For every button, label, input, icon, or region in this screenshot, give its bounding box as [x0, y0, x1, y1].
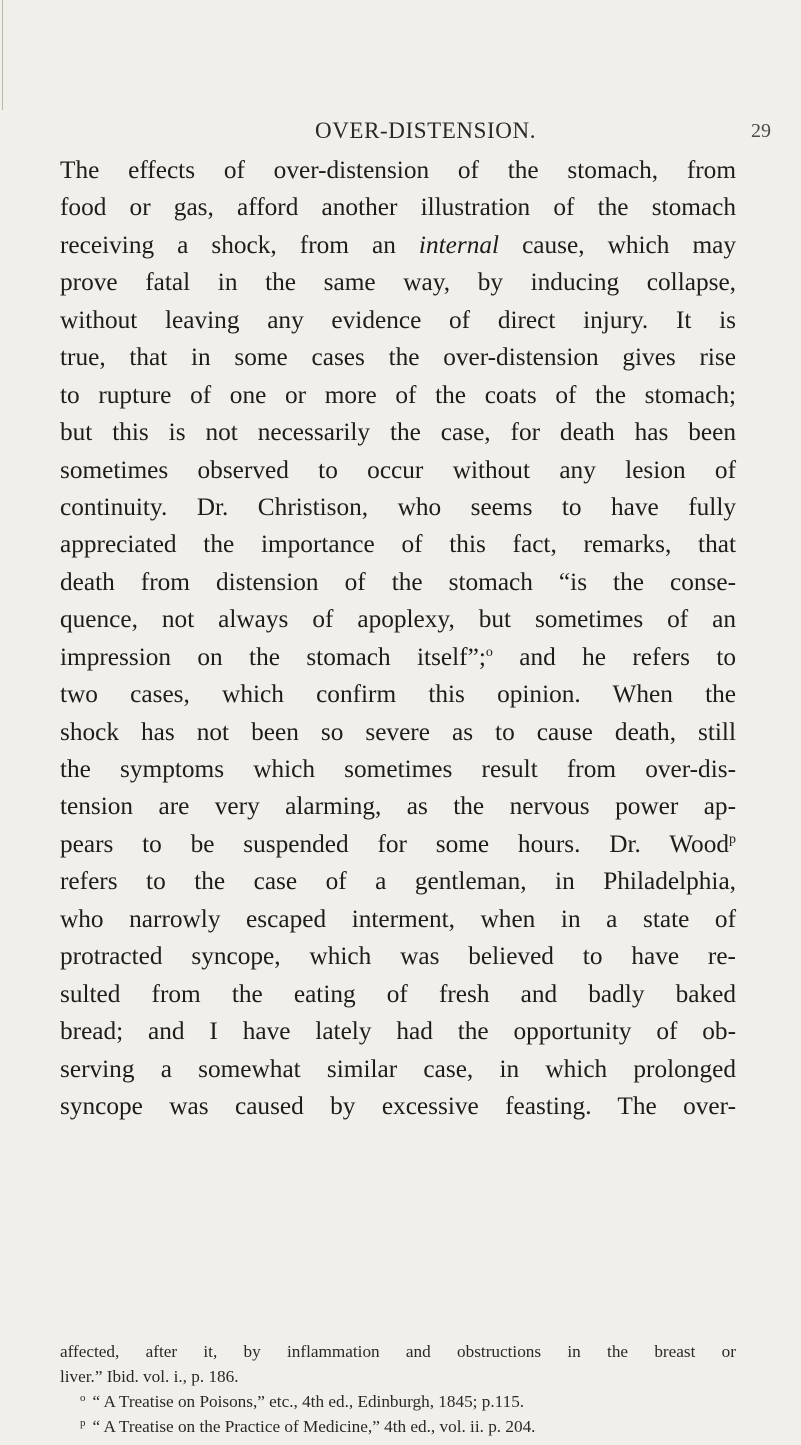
text-line: who narrowly escaped interment, when in a state of [60, 904, 736, 933]
text-line [60, 227, 736, 264]
text-line: The effects of over-distension of the stomach, from [60, 156, 736, 184]
text-line: tension are very alarming, as the nervous power ap- [60, 792, 736, 821]
text-line: to rupture of one or more of the coats of the stomach; [60, 380, 736, 409]
text-line: true, that in some cases the over-distension gives rise [60, 343, 736, 372]
text-line: death from distension of the stomach “is the conse- [60, 567, 736, 596]
text-line: quence, not always of apoplexy, but sometimes of an [60, 605, 736, 634]
text-line [60, 826, 736, 863]
footnote-ref-o: o [485, 644, 493, 660]
footnote-continued: affected, after it, by inflammation and obstructions in the breast or [60, 1342, 736, 1361]
text-line: the symptoms which sometimes result from over-dis- [60, 755, 736, 783]
running-head [0, 118, 801, 148]
footnotes [60, 1339, 736, 1439]
text-line: bread; and I have lately had the opportunity of ob- [60, 1017, 736, 1046]
text-line: prove fatal in the same way, by inducing collapse, [60, 268, 736, 297]
text-line: serving a somewhat similar case, in which prolonged [60, 1054, 736, 1083]
text-fragment: cause, which may [522, 230, 737, 259]
text-line: protracted syncope, which was believed to have re- [60, 942, 736, 971]
text-line: food or gas, afford another illustration of the stomach [60, 193, 736, 222]
footnote-o [60, 1389, 736, 1414]
text-line: sulted from the eating of fresh and badly baked [60, 979, 736, 1008]
running-head-title: OVER-DISTENSION. [315, 118, 537, 143]
text-fragment: receiving a shock, from an [60, 230, 396, 259]
text-line: without leaving any evidence of direct injury. It is [60, 305, 736, 334]
italic-emphasis: internal [418, 230, 500, 259]
text-line: refers to the case of a gentleman, in Philadelphia, [60, 867, 736, 896]
text-line: but this is not necessarily the case, for death has been [60, 418, 736, 447]
footnote-p [60, 1414, 736, 1439]
text-line: syncope was caused by excessive feasting. The over- [60, 1091, 736, 1120]
footnote-ref-p: p [729, 831, 736, 847]
footnote-continued: liver.” Ibid. vol. i., p. 186. [60, 1367, 239, 1386]
text-line: two cases, which confirm this opinion. When the [60, 680, 736, 709]
text-fragment: pears to be suspended for some hours. Dr. Wood [60, 829, 729, 858]
text-line [60, 639, 736, 676]
text-line: shock has not been so severe as to cause death, still [60, 717, 736, 746]
footnote-text: “ A Treatise on the Practice of Medicine,” 4th ed., vol. ii. p. 204. [92, 1417, 536, 1436]
text-fragment: impression on the stomach itself”; [60, 642, 486, 671]
footnote-mark-p: p [80, 1417, 86, 1429]
text-line: sometimes observed to occur without any lesion of [60, 455, 736, 484]
page-number: 29 [751, 120, 771, 142]
text-line: continuity. Dr. Christison, who seems to have fully [60, 492, 736, 521]
page-edge-line [2, 0, 3, 110]
body-paragraph [60, 152, 736, 1125]
text-fragment: and he refers to [492, 642, 736, 671]
footnote-mark-o: o [80, 1392, 86, 1404]
text-line: appreciated the importance of this fact, remarks, that [60, 530, 736, 559]
footnote-text: “ A Treatise on Poisons,” etc., 4th ed., Edinburgh, 1845; p.115. [92, 1392, 525, 1411]
